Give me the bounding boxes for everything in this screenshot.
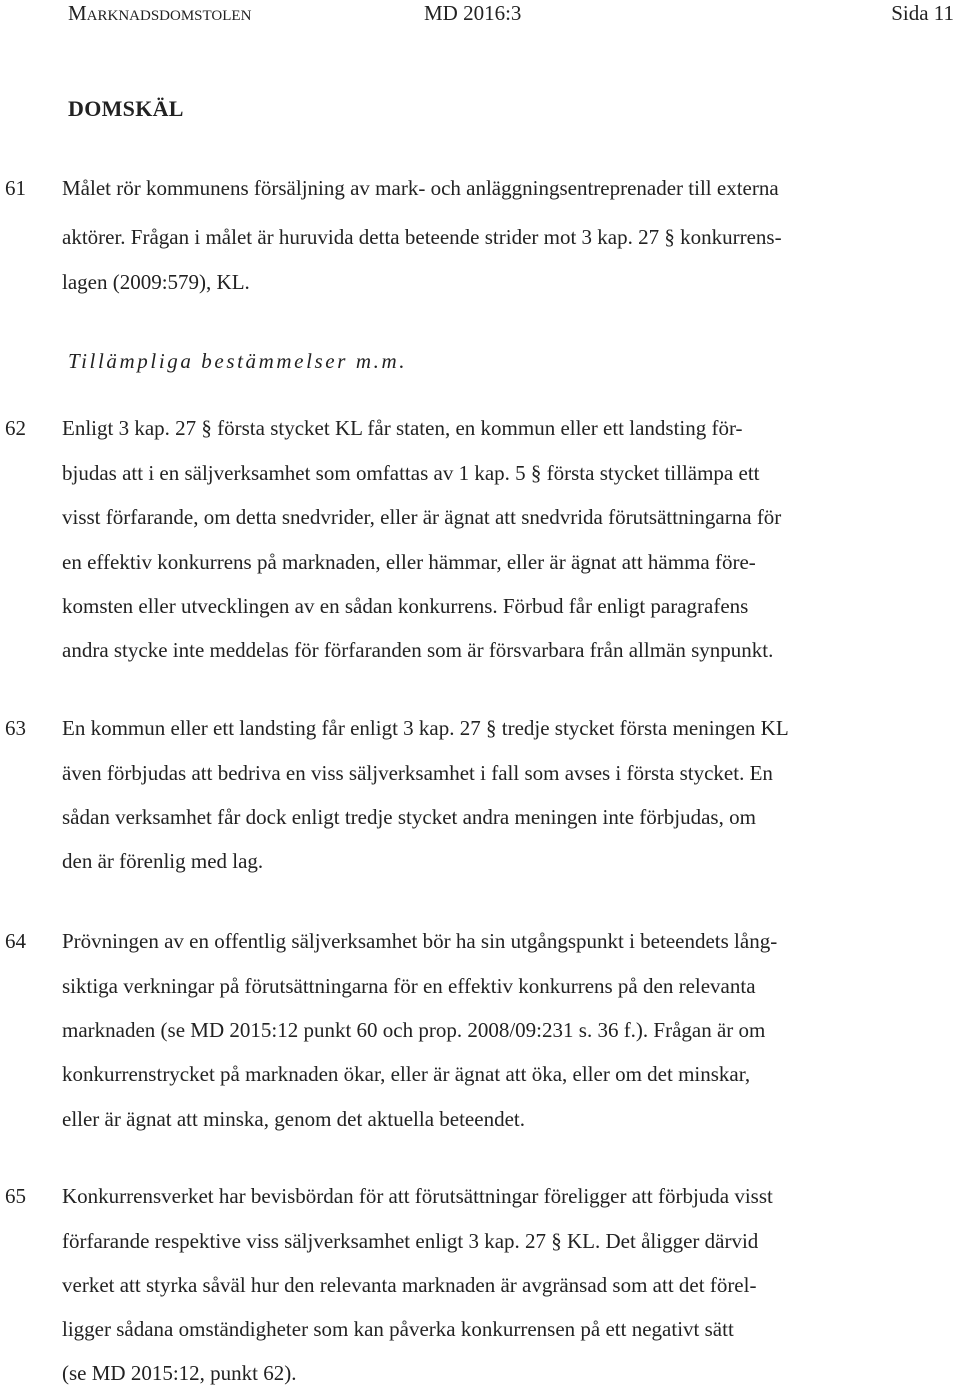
paragraph-number: 65 — [5, 1184, 26, 1208]
paragraph-line: siktiga verkningar på förutsättningarna för en effektiv konkurrens på den relevanta — [62, 974, 756, 998]
paragraph-line: Konkurrensverket har bevisbördan för att förutsättningar föreligger att förbjuda visst — [62, 1184, 773, 1208]
sub-heading: Tillämpliga bestämmelser m.m. — [68, 349, 408, 373]
paragraph-line: även förbjudas att bedriva en viss säljverksamhet i fall som avses i första stycket. En — [62, 761, 773, 785]
paragraph-line: sådan verksamhet får dock enligt tredje stycket andra meningen inte förbjudas, om — [62, 805, 756, 829]
paragraph-line: den är förenlig med lag. — [62, 849, 264, 873]
paragraph-number: 63 — [5, 716, 26, 740]
paragraph-line: förfarande respektive viss säljverksamhet enligt 3 kap. 27 § KL. Det åligger därvid — [62, 1229, 759, 1253]
paragraph-line: (se MD 2015:12, punkt 62). — [62, 1361, 297, 1385]
paragraph-line: Prövningen av en offentlig säljverksamhet bör ha sin utgångspunkt i beteendets lång- — [62, 929, 778, 953]
paragraph-line: konkurrenstrycket på marknaden ökar, eller är ägnat att öka, eller om det minskar, — [62, 1062, 751, 1086]
court-name: Marknadsdomstolen — [68, 1, 252, 25]
paragraph-line: En kommun eller ett landsting får enligt 3 kap. 27 § tredje stycket första meningen KL — [62, 716, 789, 740]
paragraph-line: en effektiv konkurrens på marknaden, eller hämmar, eller är ägnat att hämma före- — [62, 550, 756, 574]
page-number: Sida 11 — [891, 1, 954, 25]
paragraph-line: eller är ägnat att minska, genom det aktuella beteendet. — [62, 1107, 525, 1131]
paragraph-line: Enligt 3 kap. 27 § första stycket KL får staten, en kommun eller ett landsting för- — [62, 416, 743, 440]
paragraph-line: verket att styrka såväl hur den relevanta marknaden är avgränsad som att det förel- — [62, 1273, 757, 1297]
paragraph-line: lagen (2009:579), KL. — [62, 270, 250, 294]
paragraph-line: andra stycke inte meddelas för förfaranden som är försvarbara från allmän synpunkt. — [62, 638, 774, 662]
section-heading: DOMSKÄL — [68, 96, 184, 121]
paragraph-number: 61 — [5, 176, 26, 200]
page-header — [0, 0, 960, 30]
paragraph-line: ligger sådana omständigheter som kan påverka konkurrensen på ett negativt sätt — [62, 1317, 734, 1341]
paragraph-line: Målet rör kommunens försäljning av mark- och anläggningsentreprenader till externa — [62, 176, 779, 200]
paragraph-line: visst förfarande, om detta snedvrider, eller är ägnat att snedvrida förutsättningarna för — [62, 505, 782, 529]
paragraph-line: bjudas att i en säljverksamhet som omfattas av 1 kap. 5 § första stycket tillämpa ett — [62, 461, 760, 485]
paragraph-line: aktörer. Frågan i målet är huruvida detta beteende strider mot 3 kap. 27 § konkurrens- — [62, 225, 782, 249]
paragraph-line: marknaden (se MD 2015:12 punkt 60 och prop. 2008/09:231 s. 36 f.). Frågan är om — [62, 1018, 766, 1042]
paragraph-line: komsten eller utvecklingen av en sådan konkurrens. Förbud får enligt paragrafens — [62, 594, 749, 618]
paragraph-number: 64 — [5, 929, 26, 953]
case-number: MD 2016:3 — [424, 1, 522, 25]
paragraph-number: 62 — [5, 416, 26, 440]
